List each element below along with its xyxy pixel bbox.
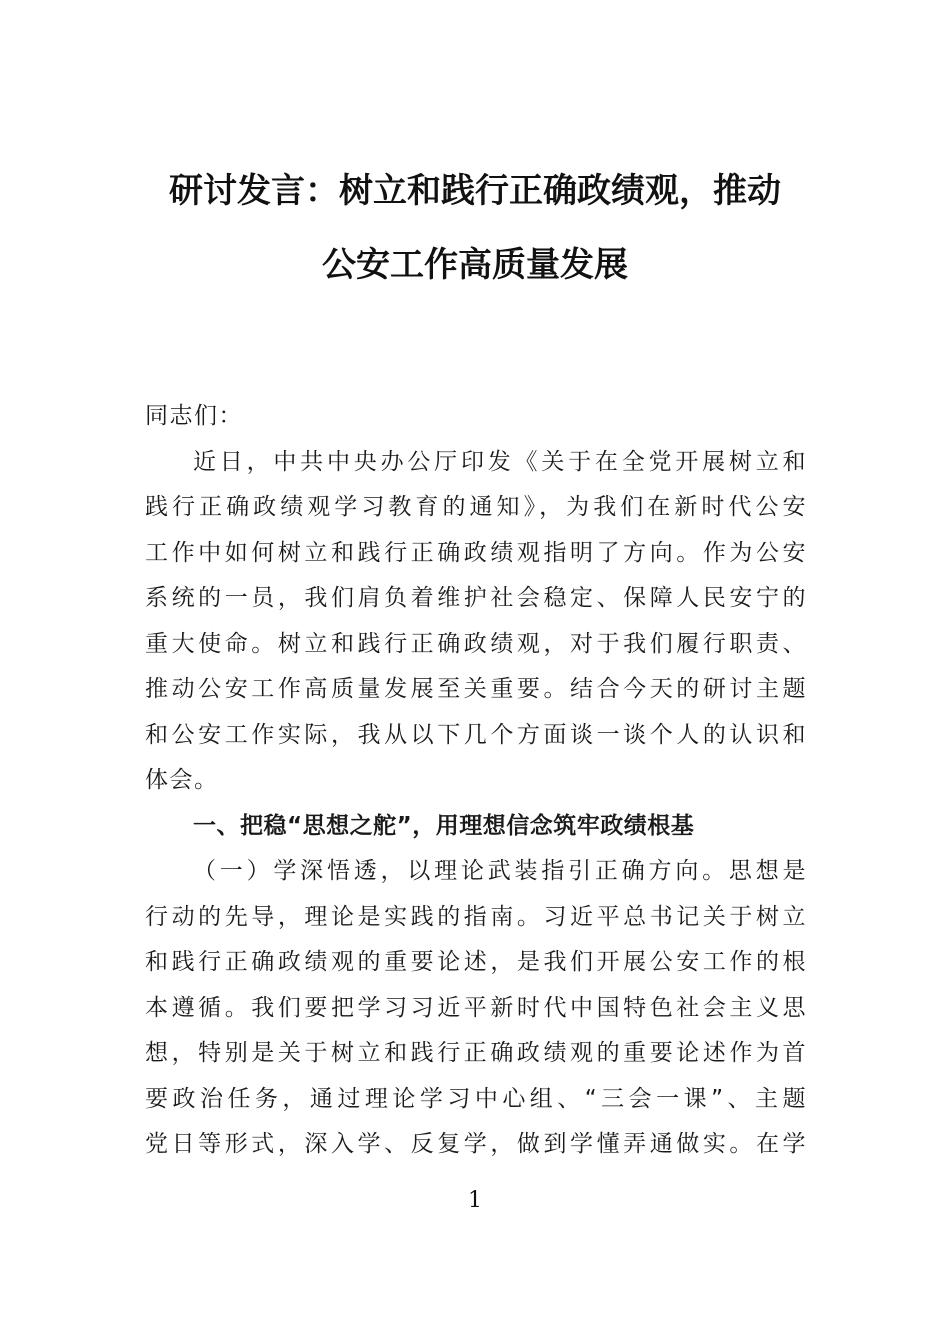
intro-paragraph-line: 工作中如何树立和践行正确政绩观指明了方向。作为公安 <box>145 539 807 566</box>
section-1-paragraph-line: 本遵循。我们要把学习习近平新时代中国特色社会主义思 <box>145 994 807 1021</box>
section-1-heading: 一、把稳“思想之舵”，用理想信念筑牢政绩根基 <box>193 812 695 839</box>
salutation: 同志们： <box>145 403 243 429</box>
section-1-paragraph-line: （一）学深悟透，以理论武装指引正确方向。思想是 <box>193 858 807 884</box>
intro-paragraph-line: 近日，中共中央办公厅印发《关于在全党开展树立和 <box>193 448 807 475</box>
intro-paragraph-line: 推动公安工作高质量发展至关重要。结合今天的研讨主题 <box>145 676 807 702</box>
section-1-paragraph-line: 党日等形式，深入学、反复学，做到学懂弄通做实。在学 <box>145 1131 807 1157</box>
section-1-paragraph-line: 想，特别是关于树立和践行正确政绩观的重要论述作为首 <box>145 1040 807 1066</box>
document-body <box>145 394 807 1168</box>
section-1-paragraph-line: 要政治任务，通过理论学习中心组、“三会一课”、主题 <box>145 1085 807 1112</box>
intro-paragraph-line: 重大使命。树立和践行正确政绩观，对于我们履行职责、 <box>145 630 807 657</box>
document-title-line-2: 公安工作高质量发展 <box>322 245 628 285</box>
intro-paragraph-line: 体会。 <box>145 767 219 793</box>
section-1-paragraph-line: 行动的先导，理论是实践的指南。习近平总书记关于树立 <box>145 903 807 930</box>
document-title-line-1: 研讨发言：树立和践行正确政绩观，推动 <box>169 171 781 211</box>
intro-paragraph-line: 系统的一员，我们肩负着维护社会稳定、保障人民安宁的 <box>145 585 807 611</box>
section-1-paragraph-line: 和践行正确政绩观的重要论述，是我们开展公安工作的根 <box>145 949 807 975</box>
intro-paragraph-line: 和公安工作实际，我从以下几个方面谈一谈个人的认识和 <box>145 721 807 748</box>
intro-paragraph-line: 践行正确政绩观学习教育的通知》，为我们在新时代公安 <box>145 494 807 520</box>
page-number: 1 <box>468 1188 482 1213</box>
